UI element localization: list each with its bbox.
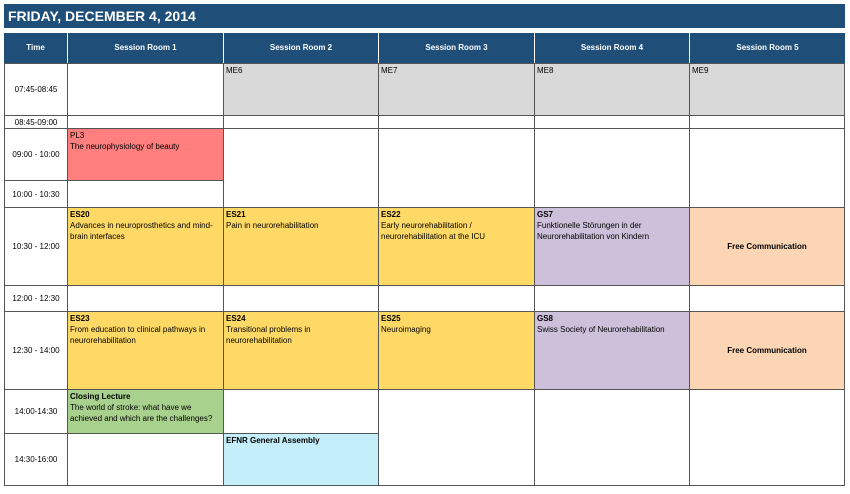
session-title: From education to clinical pathways in neurorehabilitation xyxy=(70,325,206,345)
empty-slot xyxy=(534,115,690,129)
session-code: Closing Lecture xyxy=(70,392,131,401)
session-free-communication[interactable] xyxy=(689,311,845,390)
session-code: ME8 xyxy=(537,66,554,75)
empty-slot xyxy=(67,115,224,129)
session-title: The neurophysiology of beauty xyxy=(70,142,180,151)
empty-slot xyxy=(534,389,690,486)
session-gs8[interactable] xyxy=(534,311,690,390)
session-code: ME6 xyxy=(226,66,243,75)
session-code: PL3 xyxy=(70,131,85,140)
time-slot: 10:00 - 10:30 xyxy=(4,180,68,208)
time-slot: 10:30 - 12:00 xyxy=(4,207,68,286)
empty-slot xyxy=(67,63,224,116)
session-code: ES23 xyxy=(70,314,90,323)
empty-slot xyxy=(689,285,845,312)
empty-slot xyxy=(67,285,224,312)
header-session-room-5: Session Room 5 xyxy=(689,33,845,63)
session-es21[interactable] xyxy=(223,207,379,286)
time-slot: 08:45-09:00 xyxy=(4,115,68,129)
session-title: Transitional problems in neurorehabilitation xyxy=(226,325,311,345)
time-slot: 12:00 - 12:30 xyxy=(4,285,68,312)
session-code: GS8 xyxy=(537,314,554,323)
empty-slot xyxy=(534,128,690,208)
session-code: ES25 xyxy=(381,314,401,323)
session-title: Advances in neuroprosthetics and mind-brain interfaces xyxy=(70,221,213,241)
session-code: ES24 xyxy=(226,314,246,323)
time-slot: 14:00-14:30 xyxy=(4,389,68,434)
time-slot: 12:30 - 14:00 xyxy=(4,311,68,390)
empty-slot xyxy=(378,128,535,208)
session-pl3[interactable] xyxy=(67,128,224,181)
session-title: Free Communication xyxy=(727,242,807,251)
session-title: Pain in neurorehabilitation xyxy=(226,221,319,230)
empty-slot xyxy=(223,285,379,312)
empty-slot xyxy=(223,115,379,129)
session-title: Neuroimaging xyxy=(381,325,431,334)
session-me7[interactable] xyxy=(378,63,535,116)
time-slot: 09:00 - 10:00 xyxy=(4,128,68,181)
session-title: Early neurorehabilitation / neurorehabilitation at the ICU xyxy=(381,221,486,241)
session-code: ES20 xyxy=(70,210,90,219)
session-es22[interactable] xyxy=(378,207,535,286)
session-code: EFNR General Assembly xyxy=(226,436,320,445)
empty-slot xyxy=(223,389,379,434)
session-gs7[interactable] xyxy=(534,207,690,286)
session-free-communication[interactable] xyxy=(689,207,845,286)
empty-slot xyxy=(378,115,535,129)
time-slot: 14:30-16:00 xyxy=(4,433,68,486)
header-session-room-2: Session Room 2 xyxy=(223,33,378,63)
header-session-room-1: Session Room 1 xyxy=(67,33,223,63)
empty-slot xyxy=(67,180,224,208)
session-code: ES22 xyxy=(381,210,401,219)
empty-slot xyxy=(378,389,535,486)
empty-slot xyxy=(378,285,535,312)
empty-slot xyxy=(689,115,845,129)
session-title: Free Communication xyxy=(727,346,807,355)
empty-slot xyxy=(689,389,845,486)
empty-slot xyxy=(534,285,690,312)
empty-slot xyxy=(67,433,224,486)
header-session-room-4: Session Room 4 xyxy=(534,33,689,63)
session-es23[interactable] xyxy=(67,311,224,390)
session-es20[interactable] xyxy=(67,207,224,286)
empty-slot xyxy=(689,128,845,208)
session-es24[interactable] xyxy=(223,311,379,390)
header-time: Time xyxy=(4,33,67,63)
session-code: GS7 xyxy=(537,210,554,219)
session-code: ME9 xyxy=(692,66,709,75)
session-efnr-general-assembly[interactable] xyxy=(223,433,379,486)
session-me6[interactable] xyxy=(223,63,379,116)
session-es25[interactable] xyxy=(378,311,535,390)
header-session-room-3: Session Room 3 xyxy=(378,33,534,63)
page-title: FRIDAY, DECEMBER 4, 2014 xyxy=(4,4,845,28)
session-closing-lecture[interactable] xyxy=(67,389,224,434)
session-title: Funktionelle Störungen in der Neurorehabilitation von Kindern xyxy=(537,221,650,241)
session-code: ES21 xyxy=(226,210,246,219)
time-slot: 07:45-08:45 xyxy=(4,63,68,116)
session-me8[interactable] xyxy=(534,63,690,116)
session-code: ME7 xyxy=(381,66,398,75)
session-title: The world of stroke: what have we achieved and which are the challenges? xyxy=(70,403,213,423)
session-me9[interactable] xyxy=(689,63,845,116)
empty-slot xyxy=(223,128,379,208)
session-title: Swiss Society of Neurorehabilitation xyxy=(537,325,665,334)
